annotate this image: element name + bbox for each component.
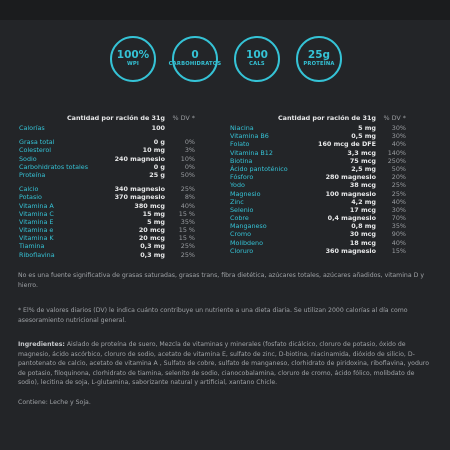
nutrient-amount: 20 mcg: [138, 226, 165, 235]
badge-value: 100: [246, 49, 268, 61]
contains-allergens: Contiene: Leche y Soja.: [18, 399, 91, 406]
nutrient-dv: 250%: [387, 156, 406, 165]
nutrient-name: Biotina: [230, 156, 253, 165]
nutrient-amount: 75 mcg: [349, 156, 376, 165]
nutrient-amount: 20 mcg: [138, 234, 165, 243]
nutrient-row: [19, 210, 195, 218]
nutrient-name: Cloruro: [230, 246, 254, 255]
nutrient-name: Molibdeno: [230, 238, 263, 247]
nutrient-amount: 0,8 mg: [351, 222, 376, 231]
nutrient-dv: 30%: [391, 132, 406, 141]
nutrient-amount: 17 mcg: [349, 205, 376, 214]
badge-cals: [234, 36, 280, 82]
nutrition-badges: [110, 36, 340, 86]
nutrient-amount: 30 mcg: [349, 230, 376, 239]
nutrient-name: Proteína: [19, 170, 46, 179]
nutrient-amount: 0,5 mg: [351, 132, 376, 141]
nutrient-amount: 160 mcg de DFE: [318, 140, 376, 149]
ingredients-text: Aislado de proteína de suero, Mezcla de vitaminas y minerales (fosfato dicálcico, cloruro de potasio, óxido de magnesio, ácido ascórbico, cloruro de sodio, acetato de vitamina E, sulfato de zinc, D-biotina, niacinamida, dióxido de silicio, D-pantotenato de calcio, acetato de vitamina A , Sulfato de cobre, sulfato de manganeso, clorhidrato de piridoxina, riboflavina, yoduro de potasio, filoquinona, clorhidrato de tiamina, selenito de sodio, cianocobalamina, cloruro de cromo, ácido fólico, molibdato de sodio), lecitina de soja, L-glutamina, saborizante natural y artificial, xantano Chicle.: [18, 341, 429, 386]
nutrient-amount: 0 g: [153, 162, 165, 171]
nutrient-name: Sodio: [19, 154, 37, 163]
nutrient-dv: 10%: [180, 154, 195, 163]
nutrient-name: Yodo: [230, 181, 245, 190]
nutrient-amount: 5 mg: [358, 124, 376, 132]
nutrient-dv: 15 %: [178, 226, 195, 235]
nutrient-name: Zinc: [230, 197, 244, 206]
nutrient-amount: 280 magnesio: [325, 173, 376, 182]
note-daily-value: * El% de valores diarios (DV) le indica cuánto contribuye un nutriente a una dieta diaria. Se utilizan 2000 calorías al día como asesoramiento nutricional general.: [18, 307, 408, 324]
nutrient-row: [19, 226, 195, 234]
nutrient-dv: 25%: [391, 189, 406, 198]
nutrient-name: Ácido pantoténico: [230, 164, 288, 173]
nutrient-amount: 25 g: [149, 170, 165, 179]
nutrient-name: Vitamina C: [19, 209, 54, 218]
nutrient-amount: 18 mcg: [349, 238, 376, 247]
nutrient-name: Vitamina e: [19, 226, 54, 235]
nutrient-dv: 25%: [180, 242, 195, 251]
nutrient-dv: 140%: [387, 148, 406, 157]
table-header: [19, 114, 195, 124]
badge-label: PROTEÍNA: [303, 61, 335, 67]
nutrient-amount: 100: [151, 124, 165, 132]
nutrient-row: [230, 132, 406, 140]
nutrient-name: Vitamina E: [19, 217, 54, 226]
badge-value: 100%: [116, 49, 150, 61]
nutrient-dv: 50%: [391, 164, 406, 173]
nutrient-name: Selenio: [230, 205, 254, 214]
nutrient-name: Riboflavina: [19, 250, 55, 259]
nutrient-row: [230, 206, 406, 214]
nutrient-name: Manganeso: [230, 222, 267, 231]
nutrient-amount: 5 mg: [147, 217, 165, 226]
nutrient-dv: 30%: [391, 124, 406, 132]
badge-wpi: [110, 36, 156, 82]
nutrient-dv: 8%: [184, 193, 195, 202]
nutrient-dv: 40%: [391, 140, 406, 149]
nutrient-row: [230, 214, 406, 222]
nutrient-dv: 3%: [184, 146, 195, 155]
nutrient-amount: 360 magnesio: [325, 246, 376, 255]
nutrient-name: Vitamina A: [19, 201, 54, 210]
nutrient-name: Cromo: [230, 230, 251, 239]
nutrient-amount: 15 mg: [142, 209, 165, 218]
nutrient-row: [230, 124, 406, 132]
nutrient-row: [19, 124, 195, 132]
nutrient-amount: 4,2 mg: [351, 197, 376, 206]
nutrient-name: Tiamina: [19, 242, 45, 251]
nutrient-name: Colesterol: [19, 146, 52, 155]
nutrient-amount: 370 magnesio: [114, 193, 165, 202]
header-dv: % DV *: [383, 114, 406, 122]
nutrient-row: [19, 234, 195, 242]
header-dv: % DV *: [172, 114, 195, 122]
nutrient-dv: 35%: [180, 217, 195, 226]
nutrient-dv: 0%: [184, 138, 195, 147]
nutrient-name: Vitamina B6: [230, 132, 269, 141]
nutrient-dv: 25%: [180, 250, 195, 259]
nutrient-row: [19, 218, 195, 226]
nutrient-dv: 15 %: [178, 209, 195, 218]
nutrient-amount: 380 mcg: [134, 201, 165, 210]
nutrient-row: [230, 181, 406, 189]
nutrient-row: [230, 190, 406, 198]
nutrient-dv: 15 %: [178, 234, 195, 243]
nutrient-dv: 20%: [391, 173, 406, 182]
badge-value: 25g: [307, 49, 331, 61]
header-amount: Cantidad por ración de 31g: [277, 114, 376, 122]
nutrient-name: Potasio: [19, 193, 42, 202]
nutrient-dv: 25%: [180, 185, 195, 194]
nutrient-name: Vitamina B12: [230, 148, 273, 157]
nutrient-dv: 90%: [391, 230, 406, 239]
nutrient-dv: 15%: [391, 246, 406, 255]
badge-label: WPI: [126, 61, 140, 67]
nutrient-row: [230, 230, 406, 238]
nutrient-row: [19, 171, 195, 179]
nutrient-row: [19, 155, 195, 163]
nutrient-dv: 25%: [391, 181, 406, 190]
nutrient-dv: 50%: [180, 170, 195, 179]
badge-value: 0: [191, 49, 199, 61]
nutrient-row: [230, 149, 406, 157]
nutrient-name: Carbohidratos totales: [19, 162, 89, 171]
badge-protein: [296, 36, 342, 82]
nutrient-name: Magnesio: [230, 189, 261, 198]
ingredients-label: Ingredientes:: [18, 341, 65, 348]
badge-carbs: [168, 36, 222, 82]
nutrient-name: Grasa total: [19, 138, 55, 147]
nutrient-row: [230, 222, 406, 230]
nutrient-amount: 0 g: [153, 138, 165, 147]
ingredients: [18, 340, 436, 388]
nutrient-name: Calorías: [19, 124, 45, 132]
nutrient-row: [19, 193, 195, 201]
nutrient-name: Vitamina K: [19, 234, 54, 243]
nutrient-row: [230, 247, 406, 255]
nutrient-dv: 40%: [391, 197, 406, 206]
nutrient-row: [230, 140, 406, 148]
badge-label: CALS: [249, 61, 265, 67]
nutrient-row: [19, 251, 195, 259]
note-source: No es una fuente significativa de grasas saturadas, grasas trans, fibra dietética, azúcares totales, azúcares añadidos, vitamina D y hierro.: [18, 272, 424, 289]
nutrition-table-right: [230, 114, 406, 255]
nutrient-name: Folato: [230, 140, 250, 149]
nutrient-dv: 40%: [391, 238, 406, 247]
nutrient-dv: 70%: [391, 214, 406, 223]
nutrient-amount: 0,3 mg: [140, 242, 165, 251]
nutrient-dv: 40%: [180, 201, 195, 210]
header-amount: Cantidad por ración de 31g: [66, 114, 165, 122]
nutrient-row: [19, 242, 195, 250]
nutrient-amount: 38 mcg: [349, 181, 376, 190]
nutrient-amount: 0,3 mg: [140, 250, 165, 259]
top-bar: [0, 0, 450, 20]
nutrition-table-left: [19, 114, 195, 259]
nutrient-dv: 30%: [391, 205, 406, 214]
nutrient-name: Cobre: [230, 214, 249, 223]
nutrient-name: Fósforo: [230, 173, 254, 182]
nutrient-amount: 0,4 magnesio: [327, 214, 376, 223]
nutrient-row: [230, 173, 406, 181]
nutrient-amount: 10 mg: [142, 146, 165, 155]
nutrient-dv: 35%: [391, 222, 406, 231]
nutrient-name: Calcio: [19, 185, 39, 194]
nutrient-amount: 100 magnesio: [325, 189, 376, 198]
nutrient-row: [230, 157, 406, 165]
nutrient-row: [230, 198, 406, 206]
nutrient-row: [230, 239, 406, 247]
badge-label: CARBOHIDRATOS: [168, 61, 222, 67]
nutrient-row: [230, 165, 406, 173]
nutrient-amount: 2,5 mg: [351, 164, 376, 173]
nutrient-row: [19, 163, 195, 171]
nutrient-row: [19, 138, 195, 146]
nutrient-dv: 0%: [184, 162, 195, 171]
nutrient-amount: 340 magnesio: [114, 185, 165, 194]
nutrient-amount: 240 magnesio: [114, 154, 165, 163]
nutrient-row: [19, 185, 195, 193]
nutrient-row: [19, 146, 195, 154]
nutrient-row: [19, 202, 195, 210]
nutrient-name: Niacina: [230, 124, 254, 132]
nutrient-amount: 3,3 mcg: [347, 148, 376, 157]
table-header: [230, 114, 406, 124]
